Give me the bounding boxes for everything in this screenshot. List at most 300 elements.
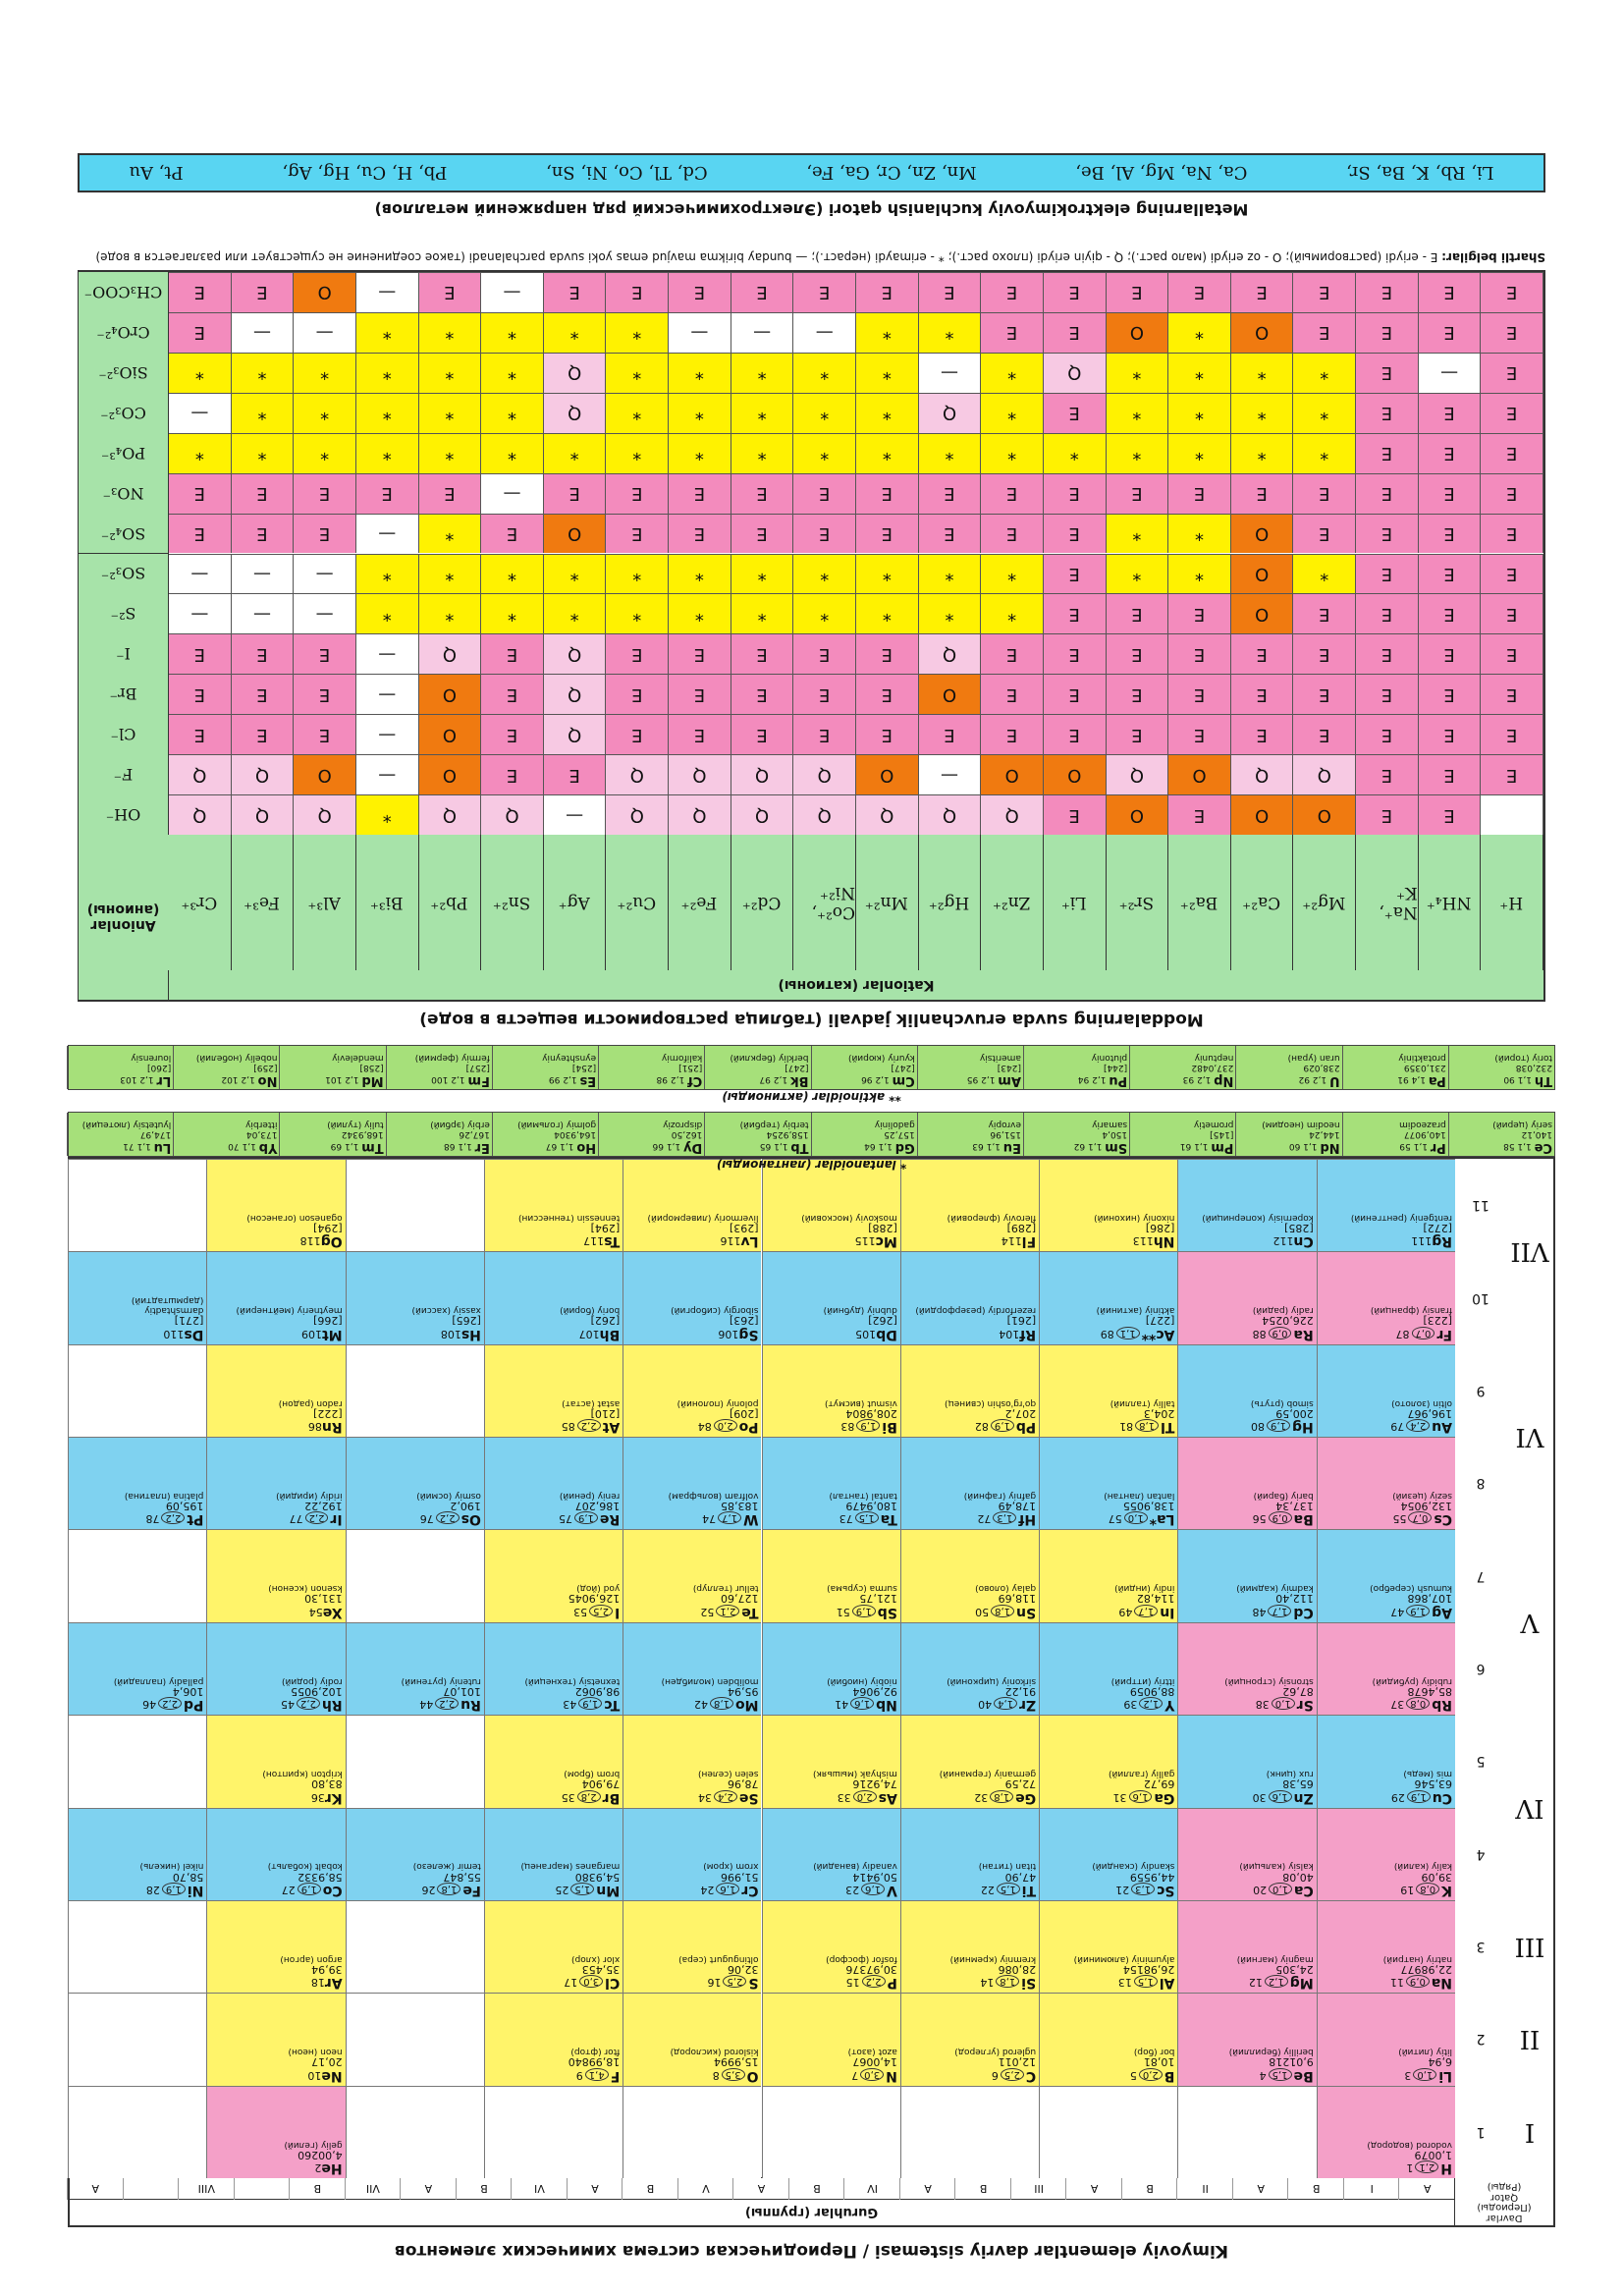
solubility-cell: * — [981, 353, 1044, 393]
solubility-cell: * — [356, 593, 419, 633]
solubility-cell: E — [1356, 433, 1419, 473]
actinide-element-cell — [1448, 1046, 1554, 1089]
solubility-cell: E — [669, 272, 731, 312]
solubility-cell: * — [1168, 393, 1231, 433]
element-header — [1321, 1326, 1452, 1340]
element-cell — [623, 1437, 761, 1529]
atomic-mass: 157,25 — [884, 1129, 915, 1140]
solubility-cell: Q — [669, 754, 731, 794]
solubility-cell: E — [1356, 353, 1419, 393]
solubility-cell: E — [1481, 754, 1543, 794]
atomic-number: 39 — [1123, 1698, 1138, 1712]
solubility-cell: O — [1044, 754, 1107, 794]
element-cell — [1317, 1529, 1455, 1621]
solubility-cell: * — [606, 353, 669, 393]
element-header — [904, 1975, 1036, 1990]
element-header — [72, 1511, 203, 1526]
solubility-cell: * — [169, 433, 232, 473]
element-header — [210, 1975, 342, 1990]
solubility-cell: Q — [544, 353, 607, 393]
element-cell — [484, 1437, 623, 1529]
lanth-element-cell — [1235, 1113, 1341, 1156]
solubility-cell: E — [1481, 554, 1543, 594]
element-name: yod (йод) — [576, 1583, 621, 1594]
empty-cell — [346, 1529, 484, 1621]
solubility-cell: * — [419, 312, 482, 353]
atomic-number: 73 — [839, 1512, 853, 1526]
row-label: 7 — [1454, 1528, 1506, 1621]
solubility-cell: E — [981, 633, 1044, 674]
atomic-mass: 162,50 — [671, 1129, 703, 1140]
electronegativity: 1,2 — [981, 1074, 996, 1084]
electronegativity: 1,9 — [852, 1605, 876, 1617]
actinide-element-cell — [386, 1046, 492, 1089]
atomic-mass: 69,72 — [1143, 1777, 1175, 1791]
solubility-cell: * — [731, 393, 794, 433]
element-cell — [762, 1529, 900, 1621]
atomic-mass: [223] — [1423, 1314, 1452, 1328]
element-symbol: Cs — [1434, 1511, 1452, 1528]
f-element-header — [1238, 1139, 1339, 1154]
f-element-header — [70, 1139, 171, 1154]
atomic-mass: 178,49 — [998, 1500, 1037, 1513]
atomic-number: 62 — [1073, 1141, 1086, 1151]
electronegativity: 1,9 — [1267, 1419, 1290, 1432]
atomic-mass: [294] — [590, 1221, 621, 1234]
element-cell — [206, 1622, 345, 1715]
atomic-number: 87 — [1395, 1327, 1410, 1340]
element-symbol: Ga — [1154, 1789, 1175, 1806]
atomic-mass: [251] — [678, 1063, 703, 1073]
f-element-header — [814, 1139, 915, 1154]
cation-header: Fe²⁺ — [668, 834, 731, 970]
element-name: ftor (фтор) — [570, 2047, 621, 2057]
element-name: alyuminiy (алюминий) — [1073, 1953, 1175, 1964]
element-symbol: Kr — [324, 1789, 343, 1806]
solubility-cell: O — [1107, 794, 1169, 835]
element-name: sirkoniy (цирконий) — [947, 1675, 1037, 1686]
atomic-mass: 32,06 — [728, 1962, 759, 1976]
solubility-cell: Q — [731, 754, 794, 794]
element-cell — [1177, 1715, 1316, 1807]
atomic-number: 35 — [561, 1790, 575, 1804]
element-name: kislorod (кислород) — [670, 2047, 759, 2057]
atomic-mass: 18,99840 — [568, 2055, 621, 2069]
electronegativity: 1,2 — [1312, 1074, 1327, 1084]
solubility-cell: * — [606, 312, 669, 353]
solubility-cell: E — [419, 473, 482, 514]
atomic-mass: [262] — [590, 1314, 621, 1328]
electronegativity: 2,1 — [716, 1605, 739, 1617]
element-name: brom (бром) — [564, 1769, 621, 1779]
element-header — [488, 1326, 620, 1340]
atomic-number: 36 — [310, 1790, 325, 1804]
element-header — [1181, 2067, 1313, 2082]
element-cell — [1177, 1529, 1316, 1621]
solubility-cell: E — [232, 674, 295, 714]
element-cell — [623, 1159, 761, 1251]
element-cell — [1317, 1251, 1455, 1343]
solubility-cell: E — [1044, 312, 1107, 353]
element-symbol: Ti — [1021, 1882, 1037, 1898]
solubility-cell: * — [793, 554, 856, 594]
element-name: samariy — [1092, 1119, 1128, 1129]
solubility-cell: E — [1356, 754, 1419, 794]
f-element-header — [495, 1139, 596, 1154]
solubility-cell: E — [481, 674, 544, 714]
atomic-number: 46 — [142, 1698, 157, 1712]
element-cell — [1177, 1159, 1316, 1251]
element-symbol: No — [257, 1073, 278, 1088]
atomic-number: 85 — [561, 1420, 575, 1434]
element-header — [210, 1883, 342, 1897]
solubility-cell: — — [356, 714, 419, 754]
element-cell — [762, 1993, 900, 2085]
element-header — [1181, 1975, 1313, 1990]
group-label: I — [1343, 2178, 1400, 2200]
solubility-cell: E — [1293, 514, 1356, 554]
element-symbol: As — [878, 1789, 897, 1806]
element-cell — [623, 1715, 761, 1807]
solubility-cell: E — [1168, 674, 1231, 714]
solubility-cell: E — [1293, 272, 1356, 312]
element-header — [904, 2067, 1036, 2082]
solubility-cell: * — [919, 433, 982, 473]
element-name: vanadiy (ванадий) — [813, 1861, 897, 1872]
atomic-mass: 121,75 — [859, 1592, 897, 1606]
element-symbol: Nb — [876, 1697, 897, 1714]
group-label: V — [677, 2178, 734, 2200]
solubility-cell: E — [669, 473, 731, 514]
solubility-cell: E — [1481, 393, 1543, 433]
atomic-mass: [145] — [1210, 1129, 1234, 1140]
element-header — [350, 1883, 481, 1897]
solubility-cell: * — [856, 433, 919, 473]
electronegativity: 1,9 — [162, 1883, 186, 1895]
electronegativity: 1,1 — [136, 1141, 151, 1151]
element-cell — [484, 1715, 623, 1807]
cation-header: Ag⁺ — [543, 834, 607, 970]
atomic-number: 63 — [972, 1141, 984, 1151]
atomic-mass: 35,453 — [581, 1962, 621, 1976]
electronegativity: 2,2 — [161, 1511, 185, 1524]
group-label: A — [400, 2178, 457, 2200]
actinide-element-cell — [598, 1046, 704, 1089]
empty-cell — [346, 2086, 484, 2178]
atomic-mass: 137,34 — [1275, 1500, 1314, 1513]
electronegativity: 1,9 — [1406, 1605, 1430, 1617]
element-cell — [206, 1715, 345, 1807]
row-label: 2 — [1454, 1992, 1506, 2085]
solubility-cell: * — [356, 554, 419, 594]
electronegativity: 2,1 — [1415, 2160, 1438, 2173]
solubility-cell: O — [1231, 554, 1294, 594]
element-name: terbiy (тербий) — [739, 1119, 809, 1129]
solubility-cell — [1481, 794, 1543, 835]
atomic-mass: [266] — [313, 1314, 343, 1328]
atomic-number: 9 — [575, 2068, 583, 2082]
electronegativity: 1,6 — [1269, 1790, 1292, 1803]
f-element-header — [282, 1072, 383, 1087]
element-name: litiy (литий) — [1398, 2047, 1452, 2057]
solubility-cell: * — [356, 312, 419, 353]
solubility-cell: * — [731, 353, 794, 393]
electronegativity: 2,2 — [435, 1697, 459, 1710]
solubility-cell: * — [294, 353, 356, 393]
empty-cell — [68, 2086, 206, 2178]
electronegativity: 2,5 — [724, 1975, 747, 1988]
solubility-cell: * — [544, 312, 607, 353]
element-header — [1321, 1883, 1452, 1897]
period-label: VII — [1505, 1158, 1553, 1344]
solubility-cell: E — [1481, 714, 1543, 754]
electronegativity: 1,9 — [1407, 1790, 1431, 1803]
solubility-cell: * — [669, 554, 731, 594]
cation-header: Sr²⁺ — [1106, 834, 1169, 970]
solubility-cell: — — [356, 514, 419, 554]
element-name: texnetsiy (технеций) — [524, 1675, 621, 1686]
element-symbol: Cl — [605, 1975, 621, 1992]
solubility-cell: * — [419, 353, 482, 393]
atomic-mass: [260] — [147, 1063, 172, 1073]
solubility-cell: * — [669, 433, 731, 473]
solubility-cell: E — [731, 473, 794, 514]
element-cell — [900, 1808, 1039, 1900]
element-name: iridiy (иридий) — [276, 1490, 343, 1501]
f-element-header — [601, 1072, 702, 1087]
solubility-cell: * — [1231, 433, 1294, 473]
element-cell — [346, 1622, 484, 1715]
row-label: 5 — [1454, 1714, 1506, 1807]
element-symbol: Fl — [1021, 1233, 1037, 1250]
solubility-cell: * — [481, 312, 544, 353]
element-name: plutoniy — [1091, 1052, 1128, 1063]
atomic-mass: 15,9994 — [714, 2055, 759, 2069]
element-name: mendeleviy — [332, 1052, 384, 1063]
element-name: kumush (серебро) — [1370, 1583, 1452, 1594]
atomic-mass: 1,0079 — [1414, 2148, 1452, 2161]
solubility-cell: E — [169, 514, 232, 554]
solubility-cell: E — [981, 514, 1044, 554]
element-symbol: Ho — [576, 1140, 597, 1155]
solubility-cell: Q — [294, 794, 356, 835]
element-name: tellur (теллур) — [692, 1583, 759, 1594]
group-label: III — [1010, 2178, 1067, 2200]
element-header — [488, 1975, 620, 1990]
solubility-cell: Q — [544, 393, 607, 433]
solubility-cell: E — [793, 714, 856, 754]
solubility-cell: E — [1356, 393, 1419, 433]
solubility-cell: — — [294, 554, 356, 594]
solubility-cell: Q — [232, 754, 295, 794]
f-element-header — [70, 1072, 171, 1087]
atomic-number: 71 — [123, 1141, 135, 1151]
electronegativity: 4,1 — [585, 2068, 609, 2081]
element-name: fosfor (фосфор) — [826, 1953, 897, 1964]
solubility-cell: E — [606, 272, 669, 312]
element-symbol: Pb — [1015, 1419, 1037, 1436]
solubility-cell: E — [481, 754, 544, 794]
element-cell — [900, 1715, 1039, 1807]
lanth-element-cell — [279, 1113, 385, 1156]
atomic-mass: 237,0482 — [1191, 1063, 1234, 1073]
group-label: B — [788, 2178, 845, 2200]
atomic-mass: 79,904 — [581, 1777, 621, 1791]
atomic-mass: 158,9254 — [766, 1129, 809, 1140]
legend — [78, 248, 1545, 265]
solubility-cell: * — [1044, 433, 1107, 473]
element-cell — [762, 1900, 900, 1993]
solubility-cell: * — [294, 393, 356, 433]
atomic-mass: 4,00260 — [298, 2148, 343, 2161]
f-element-header — [1345, 1072, 1446, 1087]
solubility-cell: Q — [481, 794, 544, 835]
cation-header: Al³⁺ — [293, 834, 356, 970]
solubility-cell: E — [669, 514, 731, 554]
electronegativity: 2,2 — [297, 1697, 320, 1710]
element-header — [72, 1883, 203, 1897]
anion-header: Br⁻ — [79, 673, 169, 714]
electronegativity: 1,8 — [710, 1697, 733, 1710]
element-symbol: La* — [1149, 1511, 1175, 1528]
element-symbol: Fm — [467, 1073, 490, 1088]
solubility-cell: E — [169, 312, 232, 353]
solubility-title: Moddalarning suvda eruvchanlik jadvali (таблица растворимости веществ в воде) — [419, 1010, 1204, 1029]
solubility-cell: E — [1419, 514, 1482, 554]
electronegativity: 0,8 — [1416, 1883, 1439, 1895]
group-label — [123, 2178, 180, 2200]
atomic-number: 47 — [1390, 1605, 1405, 1618]
atomic-number: 96 — [861, 1074, 873, 1084]
solubility-cell: E — [1419, 393, 1482, 433]
element-symbol: Mc — [875, 1233, 897, 1250]
element-name: stronsiy (стронций) — [1224, 1675, 1314, 1686]
solubility-cell: E — [1044, 794, 1107, 835]
solubility-cell: E — [606, 714, 669, 754]
element-symbol: Tl — [1161, 1419, 1175, 1436]
element-name: xlor (хлор) — [570, 1953, 621, 1964]
element-name: nobeliy (нобелий) — [195, 1052, 278, 1063]
element-header — [1043, 1883, 1174, 1897]
element-name: kripton (криптон) — [262, 1769, 343, 1779]
electronegativity: 1,5 — [1134, 1975, 1158, 1988]
element-cell — [484, 1529, 623, 1621]
element-cell — [1317, 1344, 1455, 1437]
electronegativity: 1,2 — [1092, 1074, 1107, 1084]
element-name: geliy (гелий) — [284, 2139, 343, 2150]
atomic-number: 6 — [991, 2068, 999, 2082]
atomic-mass: 127,60 — [721, 1592, 759, 1606]
element-name: rentgeniy (рентгений) — [1350, 1212, 1452, 1223]
atomic-mass: 51,996 — [721, 1870, 759, 1884]
element-name: lourensiy — [131, 1052, 172, 1063]
atomic-mass: 192,22 — [304, 1500, 343, 1513]
f-element-header — [1026, 1072, 1127, 1087]
element-name: titan (титан) — [978, 1861, 1037, 1872]
solubility-cell: * — [481, 593, 544, 633]
atomic-mass: 102,9055 — [291, 1684, 343, 1698]
element-name: osmiy (осмий) — [416, 1490, 481, 1501]
atomic-number: 28 — [145, 1883, 160, 1896]
anion-header: SO₃²⁻ — [79, 553, 169, 594]
solubility-cell: * — [606, 393, 669, 433]
element-symbol: Be — [1293, 2067, 1314, 2084]
electronegativity: 0,9 — [1269, 1327, 1292, 1339]
element-cell — [484, 1622, 623, 1715]
element-header — [1043, 1789, 1174, 1804]
element-name: itterbiy — [245, 1119, 278, 1129]
solubility-cell: — — [169, 393, 232, 433]
element-header — [766, 1883, 897, 1897]
atomic-number: 69 — [330, 1141, 343, 1151]
series-group: Pb, H, Cu, Hg, Ag, — [282, 162, 448, 184]
element-header — [626, 1975, 758, 1990]
empty-cell — [484, 2086, 623, 2178]
element-symbol: Cd — [1293, 1604, 1314, 1620]
element-name: mishyak (мышьяк) — [812, 1769, 897, 1779]
group-label: A — [1398, 2178, 1455, 2200]
element-name: fleroviy (флеровий) — [947, 1212, 1037, 1223]
solubility-cell: * — [856, 312, 919, 353]
solubility-cell: Q — [1293, 754, 1356, 794]
atomic-mass: 140,12 — [1521, 1129, 1552, 1140]
group-label: B — [622, 2178, 678, 2200]
solubility-cell: E — [1044, 714, 1107, 754]
element-name: seriy (церий) — [1492, 1119, 1552, 1129]
empty-cell — [1177, 2086, 1316, 2178]
element-cell — [1317, 1159, 1455, 1251]
element-header — [1321, 1697, 1452, 1712]
cation-header: Mn²⁺ — [855, 834, 919, 970]
electronegativity: 1,4 — [1411, 1074, 1426, 1084]
element-name: aktiniy (актиний) — [1096, 1305, 1175, 1316]
atomic-mass: 58,9332 — [298, 1870, 343, 1884]
element-name: kalsiy (кальций) — [1239, 1861, 1314, 1872]
element-name: meytneriy (мейтнерий) — [236, 1305, 343, 1316]
element-cell — [206, 1993, 345, 2085]
atomic-mass: 112,40 — [1275, 1592, 1314, 1606]
solubility-cell: E — [1481, 353, 1543, 393]
element-symbol: Lr — [156, 1073, 172, 1088]
f-element-header — [176, 1139, 277, 1154]
element-header — [766, 1697, 897, 1712]
element-symbol: Rh — [321, 1697, 343, 1714]
solubility-cell: E — [731, 714, 794, 754]
anion-header: SiO₃²⁻ — [79, 352, 169, 393]
solubility-cell: E — [1481, 312, 1543, 353]
lanth-element-cell — [811, 1113, 917, 1156]
solubility-cell: Q — [669, 794, 731, 835]
actinide-element-cell — [1235, 1046, 1341, 1089]
element-cell — [1039, 1715, 1177, 1807]
element-symbol: Ba — [1293, 1511, 1314, 1528]
solubility-cell: E — [669, 714, 731, 754]
solubility-cell: * — [544, 433, 607, 473]
solubility-cell: E — [606, 633, 669, 674]
element-name: moskoviy (московий) — [801, 1212, 897, 1223]
actinide-element-cell — [67, 1046, 173, 1089]
atomic-number: 1 — [1406, 2161, 1414, 2174]
period-label: III — [1505, 1899, 1553, 1993]
atomic-number: 106 — [718, 1327, 739, 1340]
electronegativity: 2,2 — [862, 1975, 886, 1988]
solubility-cell: O — [419, 754, 482, 794]
atomic-number: 17 — [564, 1976, 578, 1990]
lanth-element-cell — [1448, 1113, 1554, 1156]
solubility-cell: * — [1107, 554, 1169, 594]
element-header — [1321, 1975, 1452, 1990]
actinide-element-cell — [704, 1046, 810, 1089]
